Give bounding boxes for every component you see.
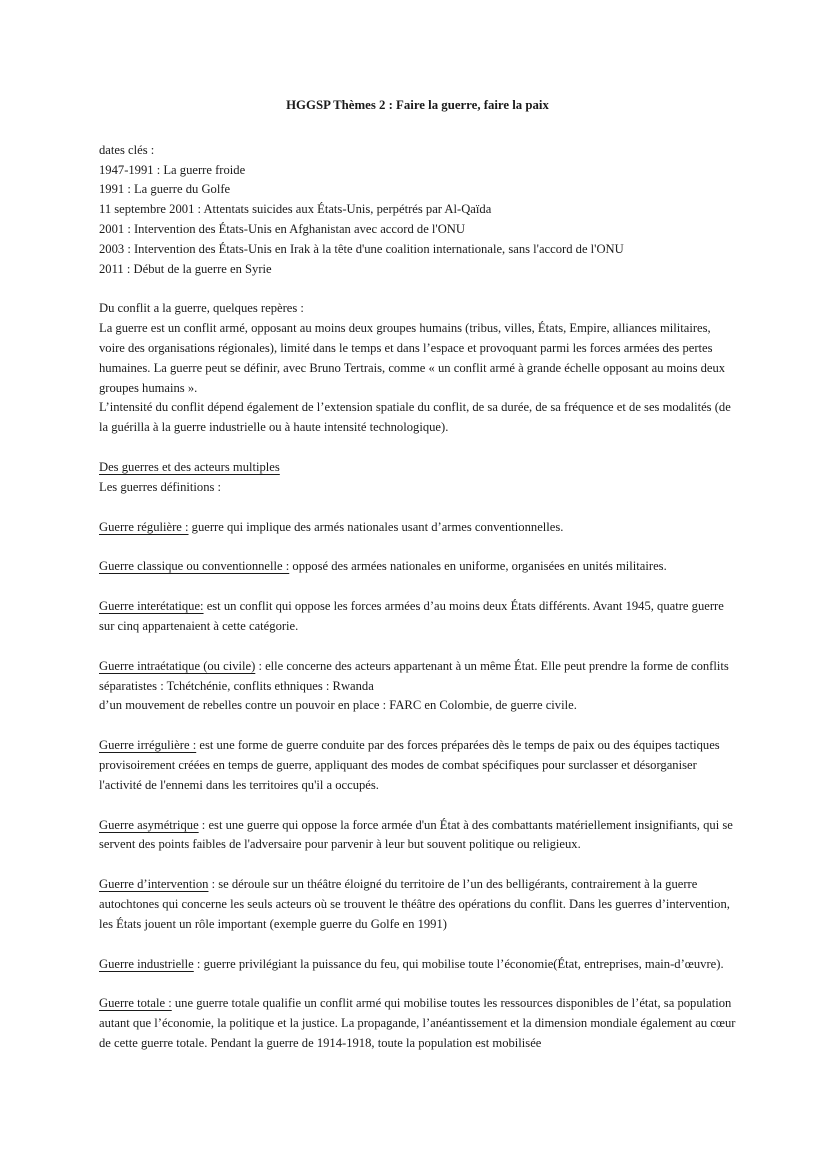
intro-block — [99, 299, 736, 438]
definition-extra: d’un mouvement de rebelles contre un pouvoir en place : FARC en Colombie, de guerre civile. — [99, 698, 577, 713]
key-date-item: 2003 : Intervention des États-Unis en Irak à la tête d'une coalition internationale, sans l'accord de l'ONU — [99, 241, 624, 256]
definition-text: une guerre totale qualifie un conflit armé qui mobilise toutes les ressources disponibles de l’état, sa population autant que l’économie, la politique et la justice. La propagande, l’anéantissement et la dimension mondiale également au cœur de cette guerre totale. Pendant la guerre de 1914-1918, toute la population est mobilisée — [99, 996, 736, 1050]
definition-text: est un conflit qui oppose les forces armées d’au moins deux États différents. Avant 1945, quatre guerre sur cinq appartenaient à cette catégorie. — [99, 599, 724, 633]
definition-term: Guerre irrégulière : — [99, 738, 197, 753]
definition-text: : se déroule sur un théâtre éloigné du territoire de l’un des belligérants, contrairement à la guerre autochtones qui concerne les seuls acteurs où se trouvent le théâtre des opérations du conflit. Dans les guerres d’intervention, les États jouent un rôle important (exemple guerre du Golfe en 1991) — [99, 877, 730, 931]
definition-item — [99, 816, 736, 856]
definition-term: Guerre classique ou conventionnelle : — [99, 559, 290, 574]
definition-item — [99, 557, 736, 577]
definition-text: guerre qui implique des armés nationales usant d’armes conventionnelles. — [188, 519, 564, 534]
spacer — [99, 935, 736, 955]
definition-text: : elle concerne des acteurs appartenant à un même État. Elle peut prendre la forme de conflits séparatistes : Tchétchénie, conflits ethniques : Rwanda — [99, 658, 729, 693]
definition-term: Guerre industrielle — [99, 956, 194, 971]
definition-term: Guerre régulière : — [99, 519, 189, 534]
definition-term: Guerre intraétatique (ou civile) — [99, 658, 256, 673]
definition-text: est une forme de guerre conduite par des forces préparées dès le temps de paix ou des équipes tactiques provisoirement créées en temps de guerre, appliquant des modes de combat spécifiques pour surclasser et désorganiser l'activité de l'ennemi dans les territoires qu'il a occupés. — [99, 738, 720, 792]
spacer — [99, 498, 736, 518]
definition-term: Guerre totale : — [99, 996, 172, 1011]
intro-paragraph-2: L’intensité du conflit dépend également de l’extension spatiale du conflit, de sa durée, de sa fréquence et de ses modalités (de la guérilla à la guerre industrielle ou à haute intensité technologique). — [99, 400, 731, 435]
definition-item — [99, 875, 736, 934]
definition-text: : guerre privilégiant la puissance du feu, qui mobilise toute l’économie(État, entreprises, main-d’œuvre). — [193, 956, 724, 971]
key-date-item: 2011 : Début de la guerre en Syrie — [99, 261, 272, 276]
spacer — [99, 438, 736, 458]
definition-item — [99, 518, 736, 538]
definition-item — [99, 657, 736, 716]
key-dates-block — [99, 141, 736, 280]
definition-term: Guerre asymétrique — [99, 817, 199, 832]
section-heading: Des guerres et des acteurs multiples — [99, 459, 280, 474]
spacer — [99, 637, 736, 657]
definition-text: opposé des armées nationales en uniforme, organisées en unités militaires. — [289, 559, 667, 574]
key-dates-heading: dates clés : — [99, 142, 155, 157]
definition-term: Guerre d’intervention — [99, 877, 209, 892]
document-title: HGGSP Thèmes 2 : Faire la guerre, faire la paix — [286, 98, 549, 112]
spacer — [99, 974, 736, 994]
definition-term: Guerre interétatique: — [99, 599, 204, 614]
spacer — [99, 537, 736, 557]
section-subheading: Les guerres définitions : — [99, 479, 222, 494]
section-block — [99, 458, 736, 498]
definition-item — [99, 736, 736, 795]
spacer — [99, 855, 736, 875]
intro-paragraph-1: La guerre est un conflit armé, opposant au moins deux groupes humains (tribus, villes, États, Empire, alliances militaires, voire des organisations régionales), limité dans le temps et dans l’espace et provoquant parmi les forces armées des pertes humaines. La guerre peut se définir, avec Bruno Tertrais, comme « un conflit armé à grande échelle opposant au moins deux groupes humains ». — [99, 321, 726, 395]
intro-heading: Du conflit a la guerre, quelques repères : — [99, 301, 304, 316]
spacer — [99, 796, 736, 816]
key-date-item: 2001 : Intervention des États-Unis en Afghanistan avec accord de l'ONU — [99, 221, 465, 236]
spacer — [99, 577, 736, 597]
definition-item — [99, 994, 736, 1053]
definition-item — [99, 597, 736, 637]
definition-item — [99, 955, 736, 975]
key-date-item: 11 septembre 2001 : Attentats suicides aux États-Unis, perpétrés par Al-Qaïda — [99, 202, 492, 217]
key-date-item: 1991 : La guerre du Golfe — [99, 182, 231, 197]
definition-text: : est une guerre qui oppose la force armée d'un État à des combattants matériellement insignifiants, qui se servent des points faibles de l'adversaire pour parvenir à leur but souvent politique ou religieux. — [99, 817, 733, 852]
spacer — [99, 279, 736, 299]
key-date-item: 1947-1991 : La guerre froide — [99, 162, 246, 177]
spacer — [99, 716, 736, 736]
